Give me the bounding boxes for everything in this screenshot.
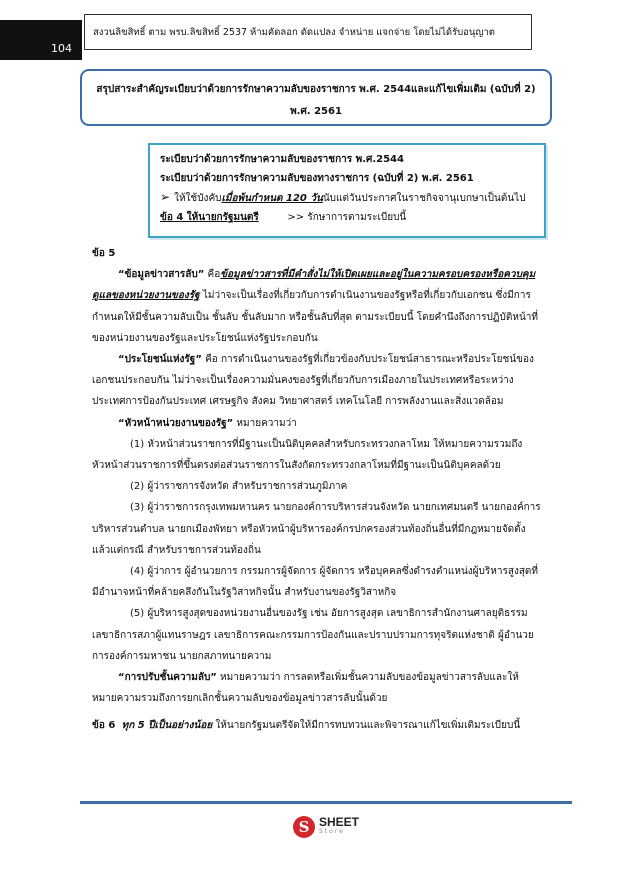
logo-subtitle: Store [319,828,345,835]
definition-classification: “การปรับชั้นความลับ” หมายความว่า การลดหรือเพิ่มชั้นความลับของข้อมูลข่าวสารลับและให้หมายความรวมถึงการยกเลิกชั้นความลับของข้อมูลข่าวสารลับนั้นด้วย [92,672,519,705]
copyright-notice: สงวนลิขสิทธิ์ ตาม พรบ.ลิขสิทธิ์ 2537 ห้ามคัดลอก ดัดแปลง จำหน่าย แจกจ่าย โดยไม่ได้รับอนุญาต [84,14,532,50]
sheet-store-logo [293,816,359,838]
definition-state-benefit: “ประโยชน์แห่งรัฐ” คือ การดำเนินงานของรัฐที่เกี่ยวข้องกับประโยชน์สาธารณะหรือประโยชน์ของเอกชนประกอบกัน ไม่ว่าจะเป็นเรื่องความมั่นคงของรัฐที่เกี่ยวกับการเมืองภายในประเทศหรือระหว่างประเทศการป้องกันประเทศ เศรษฐกิจ สังคม วิทยาศาสตร์ เทคโนโลยี การพลังงานและสิ่งแวดล้อม [92,354,534,408]
footer-rule [80,801,572,804]
effective-date-bullet: ➢ ให้ใช้บังคับเมื่อพ้นกำหนด 120 วันนับแต่วันประกาศในราชกิจจานุเบกษาเป็นต้นไป [160,190,526,204]
logo-mark-icon: S [293,816,315,838]
regulation-title-2: ระเบียบว่าด้วยการรักษาความลับของทางราชการ (ฉบับที่ 2) พ.ศ. 2561 [160,173,474,184]
list-item: (3) ผู้ว่าราชการกรุงเทพมหานคร นายกองค์การบริหารส่วนจังหวัด นายกเทศมนตรี นายกองค์การบริหารส่วนตำบล นายกเมืองพัทยา หรือหัวหน้าผู้บริหารองค์กรปกครองส่วนท้องถิ่นอื่นที่มีกฎหมายจัดตั้ง แล้วแต่กรณี สำหรับราชการส่วนท้องถิ่น [92,502,541,556]
logo-word: SHEET [319,815,360,829]
regulation-title-1: ระเบียบว่าด้วยการรักษาความลับของราชการ พ.ศ.2544 [160,154,404,165]
list-item: (4) ผู้ว่าการ ผู้อำนวยการ กรรมการผู้จัดการ ผู้จัดการ หรือบุคคลซึ่งดำรงตำแหน่งผู้บริหารสูงสุดที่มีอำนาจหน้าที่คล้ายคลึงกันในรัฐวิสาหกิจนั้น สำหรับงานของรัฐวิสาหกิจ [92,566,539,599]
list-item: (5) ผู้บริหารสูงสุดของหน่วยงานอื่นของรัฐ เช่น อัยการสูงสุด เลขาธิการสำนักงานศาลยุติธรรม เลขาธิการสภาผู้แทนราษฎร เลขาธิการคณะกรรมการป้องกันและปราบปรามการทุจริตแห่งชาติ ผู้อำนวยการองค์การมหาชน นายกสภาทนายความ [92,608,534,662]
clause-4: ข้อ 4 ให้นายกรัฐมนตรี >> รักษาการตามระเบียบนี้ [160,212,407,223]
page-number: 104 [0,20,82,60]
list-item: (1) หัวหน้าส่วนราชการที่มีฐานะเป็นนิติบุคคลสำหรับกระทรวงกลาโหม ให้หมายความรวมถึงหัวหน้าส่วนราชการที่ขึ้นตรงต่อส่วนราชการในสังกัดกระทรวงกลาโหมที่มีฐานะเป็นนิติบุคคลด้วย [92,438,523,472]
definition-head-of-agency: “หัวหน้าหน่วยงานของรัฐ” หมายความว่า [118,417,297,429]
regulation-box [148,143,546,238]
summary-title: สรุปสาระสำคัญระเบียบว่าด้วยการรักษาความลับของราชการ พ.ศ. 2544และแก้ไขเพิ่มเติม (ฉบับที่ 2) พ.ศ. 2561 [80,69,552,126]
definition-secret-info: “ข้อมูลข่าวสารลับ” คือข้อมูลข่าวสารที่มีคำสั่งไม่ให้เปิดเผยและอยู่ในความครอบครองหรือควบคุมดูแลของหน่วยงานของรัฐ ไม่ว่าจะเป็นเรื่องที่เกี่ยวกับการดำเนินงานของรัฐหรือที่เกี่ยวกับเอกชน ซึ่งมีการกำหนดให้มีชั้นความลับเป็น ชั้นลับ ชั้นลับมาก หรือชั้นลับที่สุด ตามระเบียบนี้ โดยคำนึงถึงการปฏิบัติหน้าที่ของหน่วยงานของรัฐและประโยชน์แห่งรัฐประกอบกัน [92,269,538,344]
clause-6: ข้อ 6 ทุก 5 ปีเป็นอย่างน้อย ให้นายกรัฐมนตรีจัดให้มีการทบทวนและพิจารณาแก้ไขเพิ่มเติมระเบียบนี้ [92,720,521,732]
arrow-bullet-icon: ➢ [160,190,171,204]
body-text [92,243,542,737]
list-item: (2) ผู้ว่าราชการจังหวัด สำหรับราชการส่วนภูมิภาค [130,481,348,493]
clause-5-heading: ข้อ 5 [92,248,116,259]
